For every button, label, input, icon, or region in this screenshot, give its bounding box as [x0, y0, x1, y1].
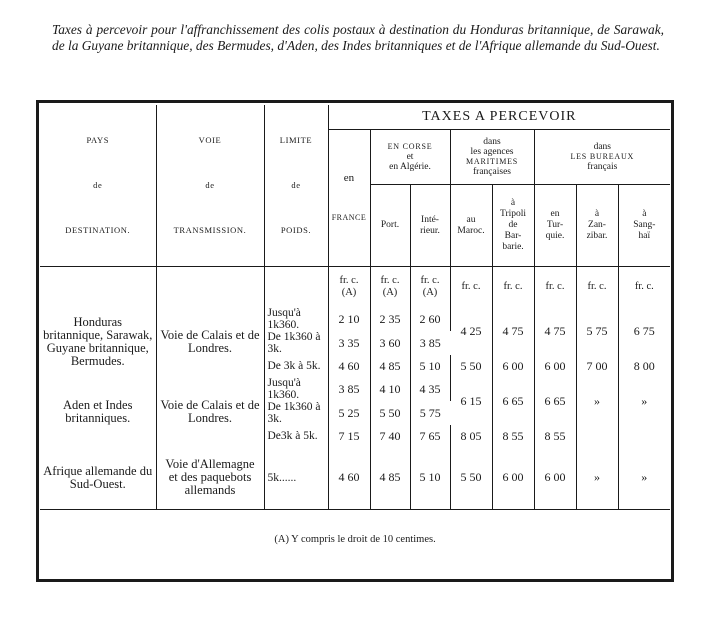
header-pays-line: DESTINATION. [65, 225, 131, 235]
header-agences-line: françaises [473, 167, 511, 177]
units-blank [40, 267, 156, 308]
sanghai-cell: » [641, 470, 648, 485]
zanzibar-cell: 5 75 [576, 307, 618, 355]
header-limite-line: de [291, 180, 301, 190]
header-corse-line: en Algérie. [389, 162, 431, 172]
header-bureaux-turquie [534, 185, 576, 267]
unit-sanghai [618, 267, 670, 308]
header-corse-interieur [410, 185, 450, 267]
unit-label: fr. c. [420, 275, 440, 286]
maroc-cell: 8 05 [450, 425, 492, 447]
header-en-france [328, 130, 370, 267]
interieur-cell: 2 60 [410, 307, 450, 331]
header-zanzibar-line: zibar. [586, 231, 608, 241]
unit-note: (A) [341, 287, 357, 298]
header-agences-maroc-label: Maroc. [457, 225, 485, 236]
table-row [40, 377, 670, 401]
interieur-cell: 4 35 [410, 377, 450, 401]
header-pays [40, 105, 156, 267]
interieur-cell: 5 10 [410, 355, 450, 377]
header-agences-line: dans [483, 137, 501, 147]
header-en-france-line: en [343, 172, 355, 184]
limite-cell: De3k à 5k. [264, 425, 328, 447]
header-bureaux-line: dans [593, 142, 611, 152]
unit-zanzibar [576, 267, 618, 308]
turquie-cell: 6 65 [534, 377, 576, 425]
port-cell: 3 60 [370, 331, 410, 355]
unit-label: fr. c. [339, 275, 359, 286]
header-bureaux-line: français [587, 162, 618, 172]
header-zanzibar-line: Zan- [588, 220, 606, 230]
unit-interieur [410, 267, 450, 308]
maroc-cell: 5 50 [450, 355, 492, 377]
interieur-cell: 5 10 [410, 447, 450, 509]
france-cell: 4 60 [328, 355, 370, 377]
sanghai-cell: 6 75 [633, 323, 655, 338]
interieur-cell: 3 85 [419, 335, 441, 350]
header-limite-line: POIDS. [280, 225, 312, 235]
unit-label: fr. c. [545, 281, 565, 292]
port-cell: 4 85 [370, 355, 410, 377]
header-agences-au: au [466, 214, 476, 225]
header-bureaux-sanghai [618, 185, 670, 267]
header-agences-line: les agences [470, 147, 514, 157]
header-tripoli-line: barie. [502, 242, 524, 252]
france-cell: 5 25 [328, 401, 370, 425]
zanzibar-cell: » [576, 377, 618, 425]
pays-cell: Afrique allemande du Sud-Ouest. [40, 447, 156, 509]
header-agences-maroc [450, 185, 492, 267]
header-taxes: TAXES A PERCEVOIR [328, 105, 670, 130]
table-row [40, 307, 670, 331]
header-turquie-line: Tur- [546, 220, 564, 230]
header-pays-line: PAYS [86, 135, 110, 145]
unit-tripoli [492, 267, 534, 308]
voie-cell: Voie de Calais et de Londres. [156, 307, 264, 377]
unit-maroc [450, 267, 492, 308]
tripoli-cell: 6 65 [492, 377, 534, 425]
header-sanghai-line: à [642, 209, 647, 219]
header-turquie-line: en [550, 209, 560, 219]
unit-note: (A) [422, 287, 438, 298]
maroc-cell: 4 25 [450, 307, 492, 355]
maroc-cell: 5 50 [450, 447, 492, 509]
header-corse-port: Port. [370, 185, 410, 267]
port-cell: 4 10 [370, 377, 410, 401]
tripoli-cell: 6 00 [492, 355, 534, 377]
unit-label: fr. c. [634, 281, 654, 292]
header-tripoli-line: de [508, 220, 518, 230]
turquie-cell: 8 55 [534, 425, 576, 447]
port-cell: 2 35 [370, 307, 410, 331]
header-voie-line: VOIE [198, 135, 222, 145]
header-pays-line: de [93, 180, 103, 190]
interieur-cell: 7 65 [410, 425, 450, 447]
header-corse-line: et [406, 152, 414, 162]
zanzibar-cell [576, 425, 618, 447]
port-cell: 4 85 [370, 447, 410, 509]
header-tripoli-line: à [510, 198, 516, 208]
unit-label: fr. c. [587, 281, 607, 292]
header-zanzibar-line: à [594, 209, 600, 219]
header-tripoli-line: Bar- [504, 231, 522, 241]
limite-cell: Jusqu'à 1k360. [264, 307, 328, 331]
zanzibar-cell: » [576, 447, 618, 509]
port-cell: 7 40 [370, 425, 410, 447]
tripoli-cell: 6 00 [492, 447, 534, 509]
france-cell: 3 85 [328, 377, 370, 401]
zanzibar-cell: 7 00 [576, 355, 618, 377]
header-bureaux [534, 130, 670, 185]
turquie-cell: 6 00 [534, 447, 576, 509]
header-corse-interieur-line: Inté- [421, 214, 439, 225]
header-agences [450, 130, 534, 185]
header-corse-interieur-line: rieur. [420, 225, 440, 236]
limite-cell: 5k...... [264, 447, 328, 509]
table-caption: Taxes à percevoir pour l'affranchissement des colis postaux à destination du Honduras britannique, de Sarawak, de la Guyane britannique, des Bermudes, d'Aden, des Indes britanniques et de l'Afrique allemande du Sud-Ouest. [52, 22, 664, 53]
unit-label: fr. c. [503, 281, 523, 292]
tripoli-cell: 4 75 [492, 307, 534, 355]
footnote-row [40, 509, 670, 570]
port-cell: 5 50 [370, 401, 410, 425]
header-voie-line: de [205, 180, 215, 190]
france-cell: 2 10 [328, 307, 370, 331]
unit-label: fr. c. [461, 281, 481, 292]
voie-cell: Voie d'Allemagne et des paquebots allemands [156, 447, 264, 509]
france-cell: 7 15 [328, 425, 370, 447]
table-row [40, 447, 670, 509]
voie-cell: Voie de Calais et de Londres. [156, 377, 264, 447]
taxes-table [40, 105, 670, 570]
units-blank [264, 267, 328, 308]
header-sanghai-line: Sang- [633, 220, 656, 230]
france-cell: 3 35 [328, 331, 370, 355]
limite-cell: De 1k360 à 3k. [264, 401, 328, 425]
header-agences-line: MARITIMES [465, 157, 519, 166]
header-turquie-line: quie. [545, 231, 565, 241]
turquie-cell: 6 00 [534, 355, 576, 377]
tripoli-cell: 8 55 [492, 425, 534, 447]
header-corse-line: EN CORSE [387, 142, 433, 151]
maroc-cell: 6 15 [450, 377, 492, 425]
header-bureaux-zanzibar [576, 185, 618, 267]
header-voie [156, 105, 264, 267]
limite-cell: De 3k à 5k. [264, 355, 328, 377]
pays-cell: Honduras britannique, Sarawak, Guyane britannique, Bermudes. [40, 307, 156, 377]
header-limite-line: LIMITE [279, 135, 313, 145]
sanghai-cell: » [641, 393, 648, 408]
header-corse [370, 130, 450, 185]
pays-cell: Aden et Indes britanniques. [40, 377, 156, 447]
unit-port [370, 267, 410, 308]
interieur-cell: 5 75 [419, 405, 441, 420]
unit-france [328, 267, 370, 308]
header-bureaux-line: LES BUREAUX [570, 152, 635, 161]
unit-note: (A) [382, 287, 398, 298]
header-sanghai-line: haï [638, 231, 651, 241]
header-en-france-line: FRANCE [331, 213, 367, 222]
footnote: (A) Y compris le droit de 10 centimes. [40, 509, 670, 570]
header-voie-line: TRANSMISSION. [173, 225, 247, 235]
france-cell: 4 60 [328, 447, 370, 509]
unit-turquie [534, 267, 576, 308]
sanghai-cell: 8 00 [633, 358, 655, 373]
header-limite [264, 105, 328, 267]
turquie-cell: 4 75 [534, 307, 576, 355]
limite-cell: De 1k360 à 3k. [264, 331, 328, 355]
sanghai-cell [618, 425, 670, 447]
unit-label: fr. c. [380, 275, 400, 286]
units-blank [156, 267, 264, 308]
limite-cell: Jusqu'à 1k360. [264, 377, 328, 401]
units-row [40, 267, 670, 308]
header-tripoli-line: Tripoli [499, 209, 527, 219]
header-agences-tripoli [492, 185, 534, 267]
